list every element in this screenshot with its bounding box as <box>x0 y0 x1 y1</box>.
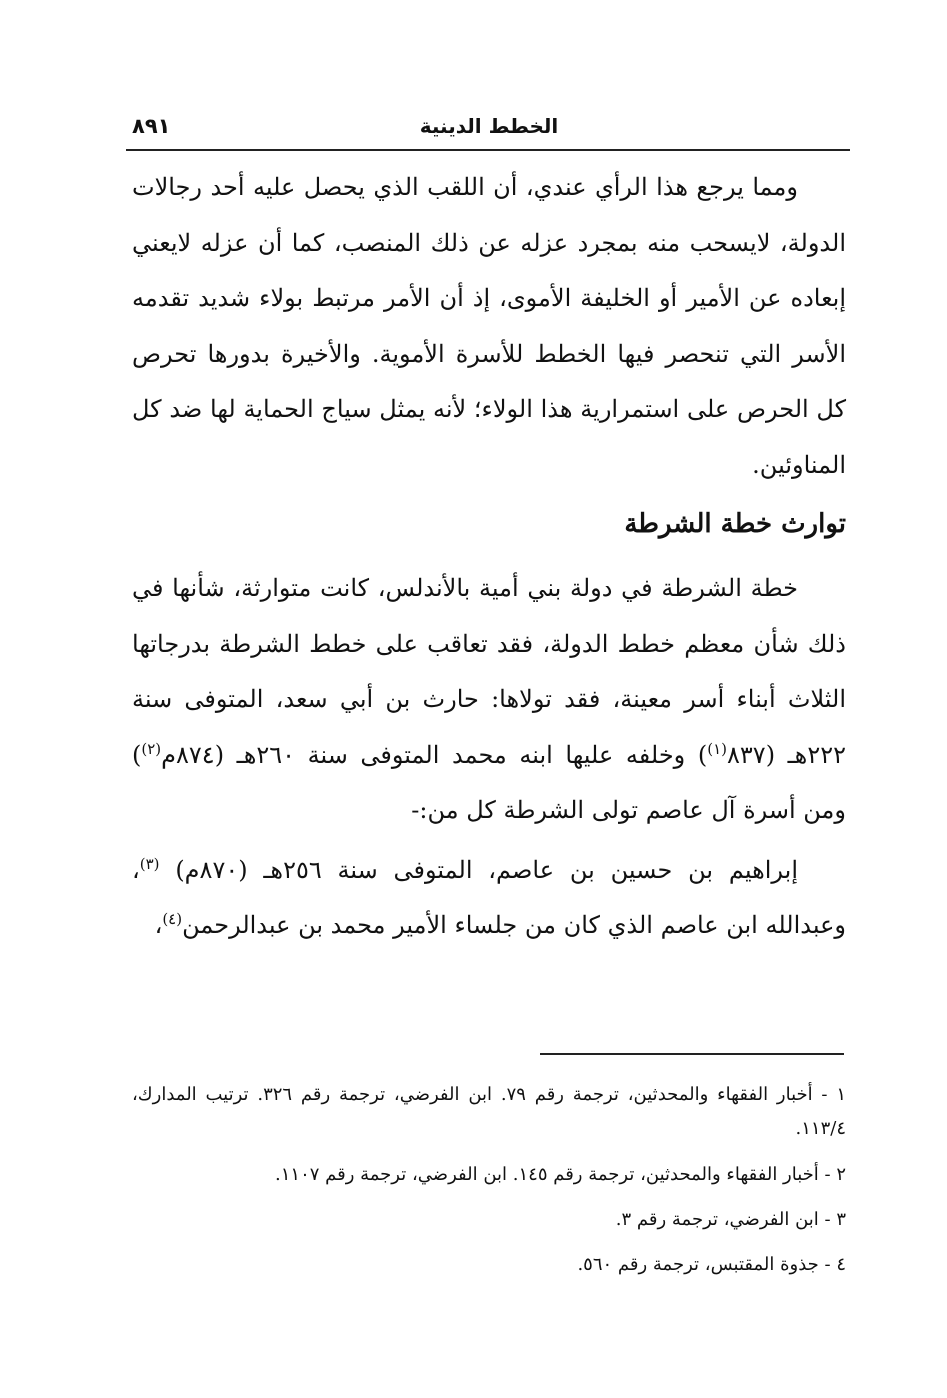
footnotes <box>132 1078 846 1293</box>
text-line: شديد تقدمه الأسر التي تنحصر فيها الخطط للأسرة الأموية. والأخيرة <box>132 284 846 368</box>
running-title: الخطط الدينية <box>419 114 559 138</box>
text-line: ، <box>154 911 163 939</box>
footnote-4: ٤ - جذوة المقتبس، ترجمة رقم ٥٦٠. <box>577 1254 846 1275</box>
text-line: ومما يرجع هذا الرأي عندي، أن اللقب الذي يحصل عليه أحد <box>210 173 798 201</box>
paragraph-3 <box>132 843 846 954</box>
text-line: (٨٧٤م <box>161 740 225 769</box>
text-line: بدورها تحرص كل الحرص على استمرارية هذا الولاء؛ لأنه يمثل سياج <box>132 339 847 423</box>
text-line: الحماية لها ضد كل المناوئين. <box>132 395 846 479</box>
main-text <box>132 160 846 954</box>
footnote-3: ٣ - ابن الفرضي، ترجمة رقم ٣. <box>615 1209 846 1230</box>
text-line: ) وخلفه عليها ابنه محمد المتوفى سنة ٢٦٠هـ <box>236 740 708 769</box>
header-rule <box>126 149 850 151</box>
text-line: إبراهيم بن حسين بن عاصم، المتوفى سنة ٢٥٦هـ (٨٧٠م) <box>159 855 798 884</box>
text-line: ذلك شأن معظم خطط الدولة، فقد تعاقب على خطط الشرطة بدرجاتها <box>132 629 846 658</box>
section-heading: توارث خطة الشرطة <box>624 509 846 539</box>
footnote-1: ١ - أخبار الفقهاء والمحدثين، ترجمة رقم ٧٩. ابن الفرضي، ترجمة رقم ٣٢٦. ترتيب المدارك، ١١٣/٤. <box>132 1084 846 1139</box>
text-line: عزله لايعني إبعاده عن الأمير أو الخليفة الأموى، إذ أن الأمر مرتبط بولاء <box>132 228 846 312</box>
text-line: وعبدالله ابن عاصم الذي كان من جلساء الأمير محمد بن عبدالرحمن <box>182 911 846 939</box>
text-line: ) ومن أسرة آل عاصم تولى الشرطة كل من:- <box>132 740 846 824</box>
text-line: ، <box>132 855 140 884</box>
footnote-ref-1[interactable]: (١) <box>707 739 728 758</box>
footnote-ref-2[interactable]: (٢) <box>141 739 162 758</box>
text-line: ٢٢٢هـ (٨٣٧ <box>727 740 846 769</box>
footnote-separator <box>540 1053 844 1055</box>
footnote-2: ٢ - أخبار الفقهاء والمحدثين، ترجمة رقم ١٤٥. ابن الفرضي، ترجمة رقم ١١٠٧. <box>275 1164 846 1185</box>
text-line: رجالات الدولة، لايسحب منه بمجرد عزله عن ذلك المنصب، كما أن <box>132 173 846 257</box>
footnote-ref-3[interactable]: (٣) <box>139 854 160 873</box>
text-line: خطة الشرطة في دولة بني أمية بالأندلس، كانت متوارثة، شأنها في <box>132 574 798 602</box>
text-line: الثلاث أبناء أسر معينة، فقد تولاها: حارث بن أبي سعد، المتوفى سنة <box>132 685 846 713</box>
page-header <box>132 108 846 150</box>
paragraph-1 <box>132 160 846 493</box>
page-number: ٨٩١ <box>132 114 171 138</box>
paragraph-2 <box>132 561 846 839</box>
footnote-ref-4[interactable]: (٤) <box>162 910 183 928</box>
